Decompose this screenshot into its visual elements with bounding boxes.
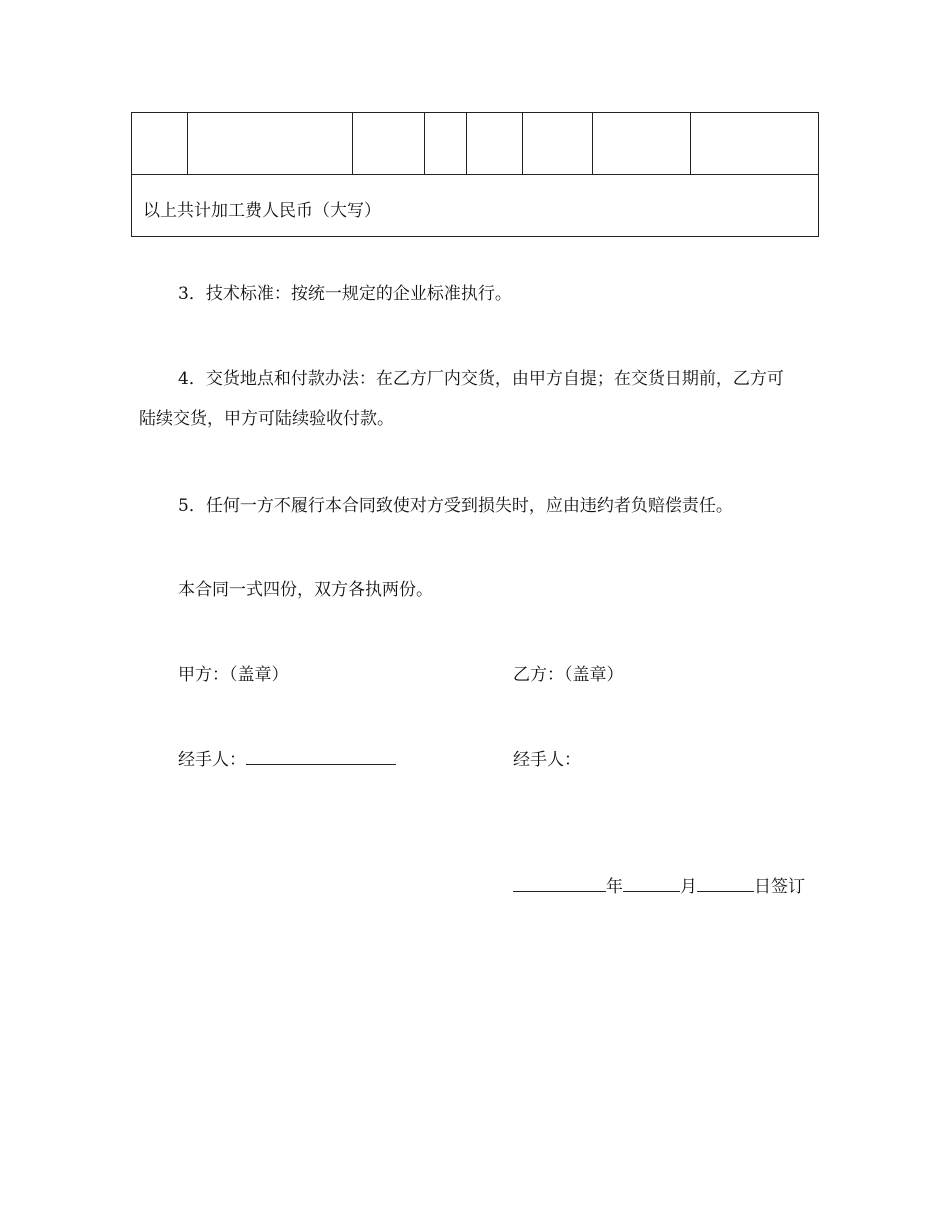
table-column-divider <box>522 113 523 175</box>
fee-table <box>131 112 819 237</box>
party-a-handler-blank[interactable] <box>246 746 396 765</box>
day-signed-label: 日签订 <box>754 877 805 897</box>
table-column-divider <box>466 113 467 175</box>
clause-3-technical-standard: 3．技术标准：按统一规定的企业标准执行。 <box>178 284 512 304</box>
party-a-handler <box>178 741 396 779</box>
party-b-seal-label: 乙方：（盖章） <box>513 665 624 685</box>
table-column-divider <box>187 113 188 175</box>
year-label: 年 <box>606 877 623 897</box>
table-column-divider <box>592 113 593 175</box>
month-blank[interactable] <box>623 873 680 892</box>
party-a-seal-label: 甲方：（盖章） <box>178 665 289 685</box>
signing-date-line <box>513 868 805 906</box>
clause-5-liability: 5．任何一方不履行本合同致使对方受到损失时，应由违约者负赔偿责任。 <box>178 496 733 516</box>
copies-clause: 本合同一式四份，双方各执两份。 <box>178 580 433 600</box>
year-blank[interactable] <box>513 873 606 892</box>
clause-4-line-2: 陆续交货，甲方可陆续验收付款。 <box>139 409 394 429</box>
table-column-divider <box>424 113 425 175</box>
month-label: 月 <box>680 877 697 897</box>
table-column-divider <box>690 113 691 175</box>
table-empty-row <box>132 113 818 175</box>
party-a-handler-label: 经手人： <box>178 750 246 770</box>
day-blank[interactable] <box>697 873 754 892</box>
clause-4-line-1: 4．交货地点和付款办法：在乙方厂内交货，由甲方自提；在交货日期前，乙方可 <box>178 369 784 389</box>
total-fee-label: 以上共计加工费人民币（大写） <box>143 201 381 221</box>
party-b-handler-label: 经手人： <box>513 750 581 770</box>
table-column-divider <box>352 113 353 175</box>
